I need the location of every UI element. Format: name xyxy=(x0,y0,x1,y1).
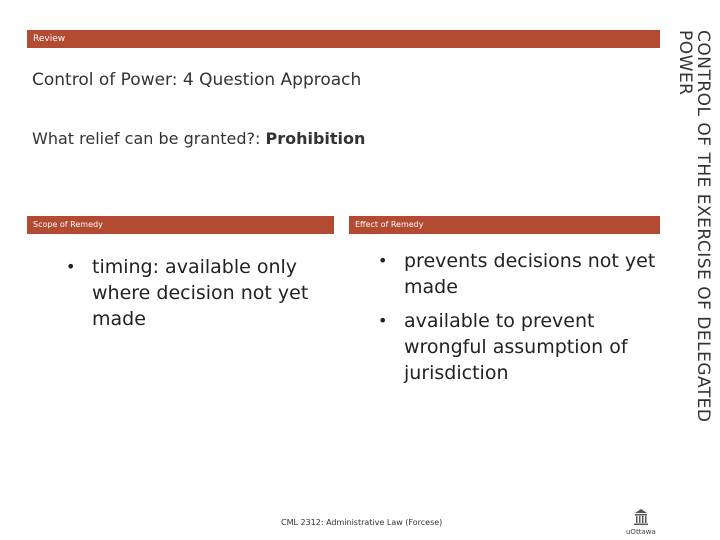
bullet-icon: • xyxy=(66,257,76,276)
list-item xyxy=(378,248,668,300)
course-footer: CML 2312: Administrative Law (Forcese) xyxy=(281,518,443,527)
question-line xyxy=(32,129,365,148)
university-building-icon xyxy=(626,508,656,528)
bullet-icon: • xyxy=(378,251,388,270)
bullet-icon: • xyxy=(378,311,388,330)
question-prefix: What relief can be granted?: xyxy=(32,129,266,148)
review-header-bar xyxy=(27,30,660,48)
review-label: Review xyxy=(33,34,66,44)
uottawa-logo xyxy=(626,508,656,538)
logo-wordmark: uOttawa xyxy=(626,528,656,536)
list-item xyxy=(378,308,668,386)
bullet-text: prevents decisions not yet made xyxy=(404,250,656,298)
effect-column-header xyxy=(349,216,660,234)
effect-column-label: Effect of Remedy xyxy=(355,220,424,229)
bullet-text: available to prevent wrongful assumption of jurisdiction xyxy=(404,310,628,384)
question-answer: Prohibition xyxy=(265,129,366,148)
slide-title: Control of Power: 4 Question Approach xyxy=(32,70,362,90)
bullet-text: timing: available only where decision not yet made xyxy=(92,256,309,330)
scope-bullet-list xyxy=(66,254,328,332)
list-item xyxy=(66,254,328,332)
scope-column-label: Scope of Remedy xyxy=(33,220,103,229)
scope-column-header xyxy=(27,216,334,234)
effect-bullet-list xyxy=(378,248,668,394)
side-title: CONTROL OF THE EXERCISE OF DELEGATED POWER xyxy=(675,30,713,423)
